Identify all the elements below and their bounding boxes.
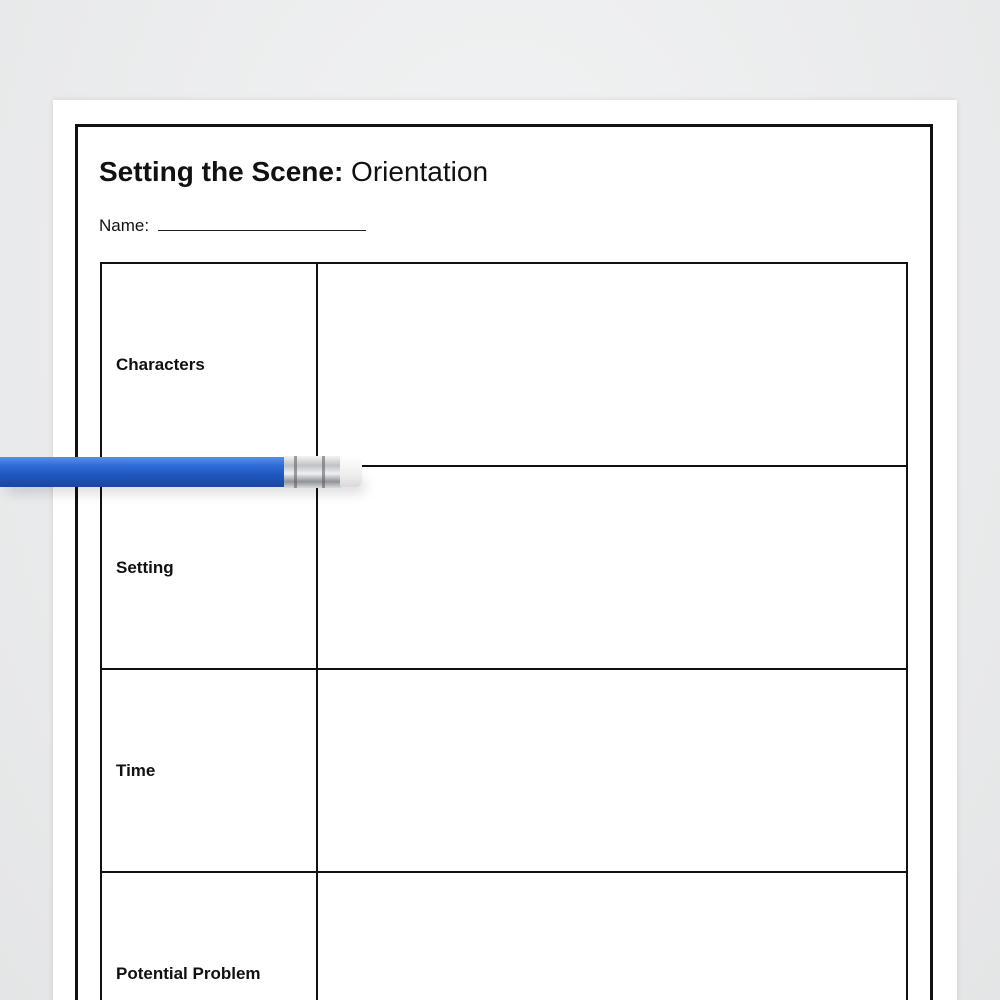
orientation-table [100, 262, 908, 1000]
name-field [99, 216, 366, 236]
row-label-setting: Setting [101, 466, 317, 669]
title-light: Orientation [351, 156, 489, 187]
pencil-icon [0, 457, 362, 489]
row-label-potential-problem: Potential Problem [101, 872, 317, 1000]
table-row [101, 872, 907, 1000]
pencil-body [0, 457, 286, 487]
pencil-ferrule [284, 456, 342, 488]
row-label-characters: Characters [101, 263, 317, 466]
answer-cell-setting[interactable] [317, 466, 907, 669]
title-strong: Setting the Scene: [99, 156, 344, 187]
row-label-time: Time [101, 669, 317, 872]
name-label: Name: [99, 216, 150, 235]
worksheet-page [53, 100, 957, 1000]
answer-cell-time[interactable] [317, 669, 907, 872]
answer-cell-characters[interactable] [317, 263, 907, 466]
table-row [101, 669, 907, 872]
table-row [101, 466, 907, 669]
table-row [101, 263, 907, 466]
name-blank-line[interactable] [158, 216, 366, 231]
pencil-eraser [340, 457, 362, 487]
answer-cell-potential-problem[interactable] [317, 872, 907, 1000]
worksheet-title [99, 156, 488, 188]
